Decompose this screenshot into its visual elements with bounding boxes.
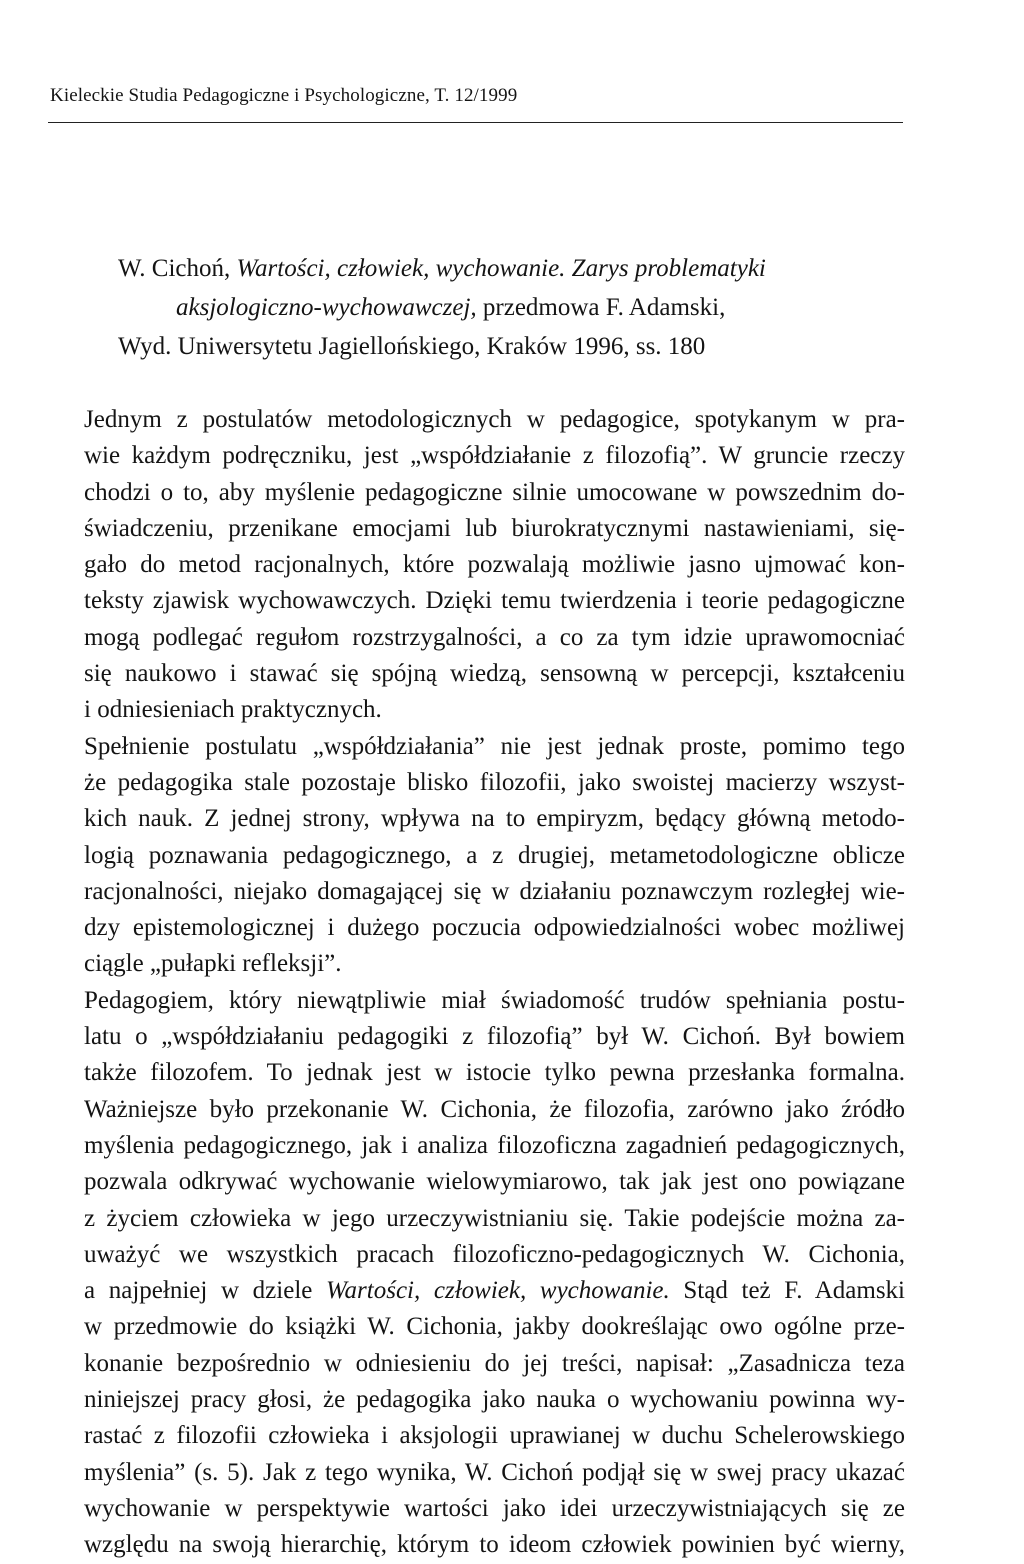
text-line: że pedagogika stale pozostaje blisko filozofii, jako swoistej macierzy wszyst-: [84, 768, 905, 796]
citation-title-cont: aksjologiczno-wychowawczej,: [176, 294, 477, 321]
citation-author: W. Cichoń,: [118, 255, 237, 282]
paragraph-3: [50, 983, 905, 1564]
text-line: także filozofem. To jednak jest w istocie tylko pewna przesłanka formalna.: [84, 1059, 905, 1087]
text-line: Jednym z postulatów metodologicznych w pedagogice, spotykanym w pra-: [84, 406, 905, 433]
text-line: myślenia” (s. 5). Jak z tego wynika, W. Cichoń podjął się w swej pracy ukazać: [84, 1458, 905, 1486]
book-title-inline: Wartości, człowiek, wychowanie.: [326, 1277, 670, 1305]
text-line: pozwala odkrywać wychowanie wielowymiarowo, tak jak jest ono powiązane: [84, 1168, 905, 1196]
text-line-with-title: [50, 1273, 905, 1309]
text-fragment: a najpełniej w dziele: [84, 1277, 327, 1305]
text-line: racjonalności, niejako domagającej się w działaniu poznawczym rozległej wie-: [84, 877, 905, 905]
text-line: teksty zjawisk wychowawczych. Dzięki temu twierdzenia i teorie pedagogiczne: [84, 587, 905, 615]
text-line: wie każdym podręczniku, jest „współdziałanie z filozofią”. W gruncie rzeczy: [84, 442, 905, 470]
text-line: względu na swoją hierarchię, którym to ideom człowiek powinien być wierny,: [84, 1531, 905, 1559]
text-line: się naukowo i stawać się spójną wiedzą, sensowną w percepcji, kształceniu: [84, 660, 905, 688]
text-line: gało do metod racjonalnych, które pozwalają możliwie jasno ujmować kon-: [84, 551, 905, 579]
header-rule: [48, 122, 903, 123]
text-line: z życiem człowieka w jego urzeczywistnianiu się. Takie podejście można za-: [84, 1204, 905, 1232]
text-line: mogą podlegać regułom rozstrzygalności, a co za tym idzie uprawomocniać: [84, 623, 905, 651]
paragraph-1: [50, 402, 905, 729]
citation-line-2: [118, 288, 908, 327]
text-line: wychowanie w perspektywie wartości jako idei urzeczywistniających się ze: [84, 1494, 905, 1522]
text-line: kich nauk. Z jednej strony, wpływa na to empiryzm, będący główną metodo-: [84, 805, 905, 833]
running-head: Kieleckie Studia Pedagogiczne i Psychologiczne, T. 12/1999: [50, 85, 518, 106]
text-line: latu o „współdziałaniu pedagogiki z filozofią” był W. Cichoń. Był bowiem: [84, 1023, 905, 1051]
text-line: Pedagogiem, który niewątpliwie miał świadomość trudów spełniania postu-: [84, 986, 905, 1014]
text-line: dzy epistemologicznej i dużego poczucia odpowiedzialności wobec możliwej: [84, 914, 905, 942]
book-citation: [118, 249, 908, 366]
citation-publisher: Wyd. Uniwersytetu Jagiellońskiego, Kraków 1996, ss. 180: [118, 333, 706, 360]
review-body: [50, 402, 905, 1564]
text-line: świadczeniu, przenikane emocjami lub biurokratycznymi nastawieniami, się-: [84, 514, 905, 542]
text-line: Spełnienie postulatu „współdziałania” nie jest jednak proste, pomimo tego: [84, 732, 905, 760]
text-line: uważyć we wszystkich pracach filozoficzno-pedagogicznych W. Cichonia,: [84, 1240, 905, 1268]
text-line: myślenia pedagogicznego, jak i analiza filozoficzna zagadnień pedagogicznych,: [84, 1131, 905, 1159]
text-line: niniejszej pracy głosi, że pedagogika jako nauka o wychowaniu powinna wy-: [84, 1386, 905, 1414]
text-line: rastać z filozofii człowieka i aksjologii uprawianej w duchu Schelerowskiego: [84, 1422, 905, 1450]
text-line: ciągle „pułapki refleksji”.: [84, 950, 342, 978]
citation-preface: przedmowa F. Adamski,: [476, 294, 726, 321]
text-line: Ważniejsze było przekonanie W. Cichonia, że filozofia, zarówno jako źródło: [84, 1095, 905, 1123]
citation-line-1: [118, 249, 908, 288]
text-line: w przedmowie do książki W. Cichonia, jakby dookreślając owo ogólne prze-: [84, 1313, 905, 1341]
text-line: konanie bezpośrednio w odniesieniu do jej treści, napisał: „Zasadnicza teza: [84, 1349, 905, 1377]
citation-title: Wartości, człowiek, wychowanie. Zarys problematyki: [236, 255, 766, 282]
paragraph-2: [50, 729, 905, 983]
text-line: chodzi o to, aby myślenie pedagogiczne silnie umocowane w powszednim do-: [84, 478, 905, 506]
text-line: i odniesieniach praktycznych.: [84, 696, 382, 724]
text-fragment: Stąd też F. Adamski: [669, 1277, 905, 1305]
text-line: logią poznawania pedagogicznego, a z drugiej, metametodologiczne oblicze: [84, 841, 905, 869]
